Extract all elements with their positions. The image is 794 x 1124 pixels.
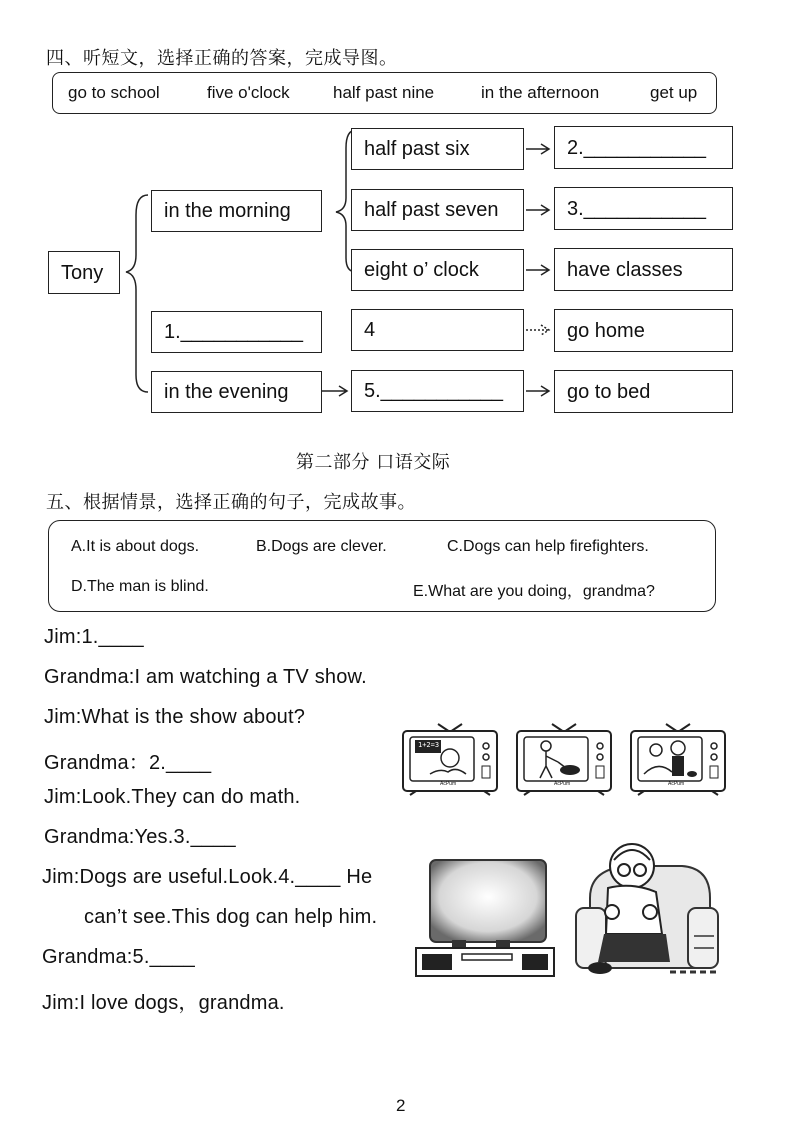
word-bank-item: in the afternoon <box>481 83 600 102</box>
root-box-tony: Tony <box>48 251 120 294</box>
option-a: A.It is about dogs. <box>71 538 200 555</box>
dialogue-line: Grandma：2.____ <box>44 752 212 774</box>
time-box: 4 <box>351 309 524 351</box>
dialogue-line: can’t see.This dog can help him. <box>84 906 378 928</box>
branch-evening-box: in the evening <box>151 371 322 413</box>
tv-on-stand-illustration <box>412 856 562 982</box>
branch-morning-box: in the morning <box>151 190 322 232</box>
word-bank-item: go to school <box>68 83 160 102</box>
section-4-heading: 四、听短文，选择正确的答案，完成导图。 <box>46 48 398 69</box>
option-d: D.The man is blind. <box>71 578 209 595</box>
tv-brand-label: AcPum <box>440 781 457 787</box>
activity-box: go to bed <box>554 370 733 413</box>
word-bank-item: half past nine <box>333 83 435 102</box>
dialogue-line: Jim:1.____ <box>44 626 144 648</box>
option-e: E.What are you doing，grandma? <box>413 583 655 600</box>
option-b: B.Dogs are clever. <box>256 538 387 555</box>
activity-box: 2.___________ <box>554 126 733 169</box>
activity-box: 3.___________ <box>554 187 733 230</box>
tv-brand-label: AcPum <box>554 781 571 787</box>
dialogue-line: Grandma:Yes.3.____ <box>44 826 236 848</box>
tv-brand-label: AcPum <box>668 781 685 787</box>
dialogue-line: Jim:What is the show about? <box>44 706 306 728</box>
time-box: 5.___________ <box>351 370 524 412</box>
word-bank-item: five o'clock <box>207 83 290 102</box>
brace-tony <box>126 195 148 392</box>
part-2-title: 第二部分 口语交际 <box>296 452 451 473</box>
section-5-heading: 五、根据情景，选择正确的句子，完成故事。 <box>46 492 416 513</box>
activity-box: go home <box>554 309 733 352</box>
dialogue-line: Grandma:5.____ <box>42 946 195 968</box>
branch-blank-1-box: 1.___________ <box>151 311 322 353</box>
time-box: half past seven <box>351 189 524 231</box>
dialogue-line: Jim:Look.They can do math. <box>44 786 301 808</box>
page-number: 2 <box>396 1096 406 1115</box>
tv-screen-equation: 1+2=3 <box>418 741 440 749</box>
dialogue-line: Grandma:I am watching a TV show. <box>44 666 367 688</box>
time-box: half past six <box>351 128 524 170</box>
time-box: eight o’ clock <box>351 249 524 291</box>
option-c: C.Dogs can help firefighters. <box>447 538 649 555</box>
grandma-in-armchair-illustration <box>570 838 722 986</box>
word-bank-item: get up <box>650 83 698 102</box>
dialogue-line: Jim:I love dogs，grandma. <box>42 992 285 1014</box>
dialogue-line: Jim:Dogs are useful.Look.4.____ He <box>42 866 373 888</box>
activity-box: have classes <box>554 248 733 291</box>
